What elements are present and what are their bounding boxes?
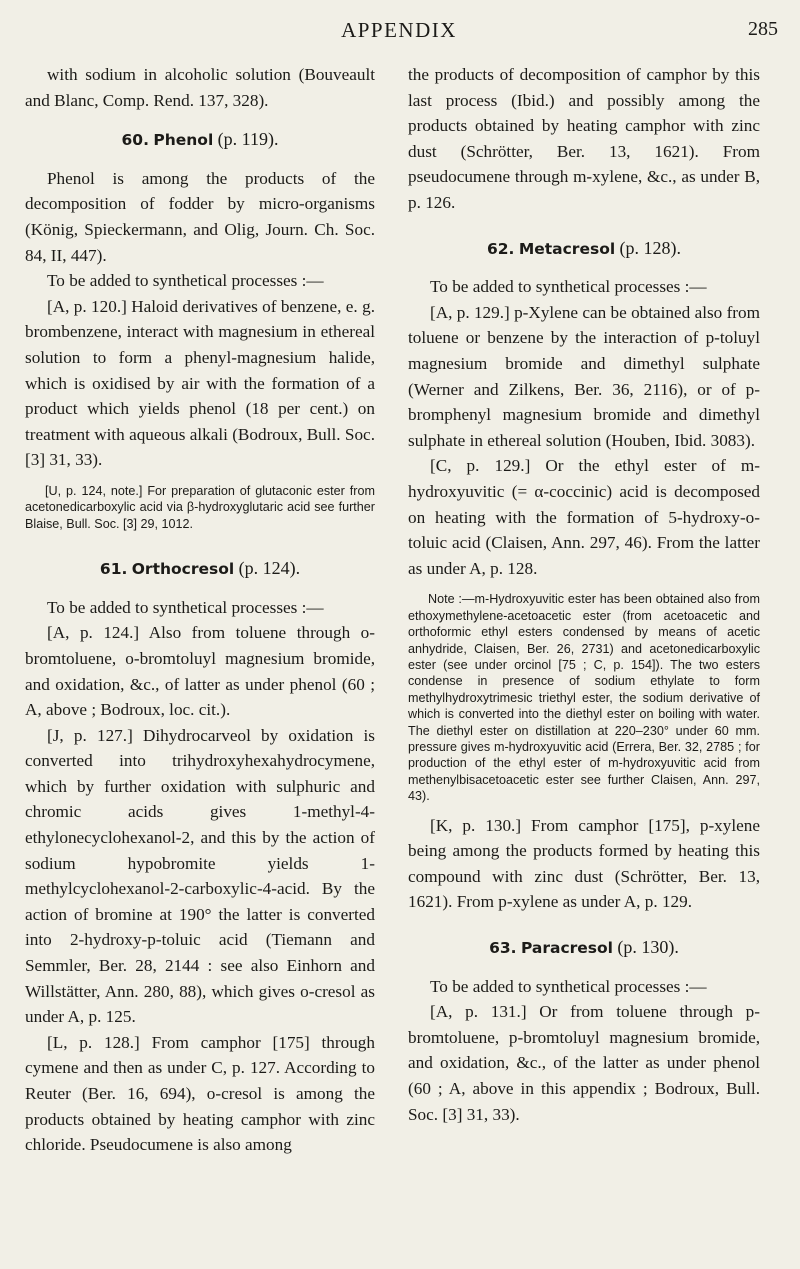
paragraph: Phenol is among the products of the decomposition of fodder by micro-organisms (König, Spieckermann, and Olig, Journ. Ch. Soc. 84, II, 447). [25,168,375,265]
paragraph: To be added to synthetical processes :— [47,271,324,291]
paragraph: [J, p. 127.] Dihydrocarveol by oxidation is converted into trihydroxyhexahydrocymene, which by further oxidation with sulphuric and chromic acids gives 1-methyl-4-ethylonecyclohexanol-2, and this by the action of sodium hypobromite yields 1-methylcyclohexanol-2-carboxylic-4-acid. By the action of bromine at 190° the latter is converted into 2-hydroxy-p-toluic acid (Tiemann and Semmler, Ber. 28, 2144 : see also Einhorn and Willstätter, Ann. 280, 88), which gives o-cresol as under A, p. 125. [25,725,375,1027]
section-title: Orthocresol [131,560,235,579]
left-column [25,62,375,1158]
paragraph: [A, p. 131.] Or from toluene through p-bromtoluene, p-bromtoluyl magnesium bromide, and oxidation, &c., of the latter as under phenol (60 ; A, above in this appendix ; Bodroux, Bull. Soc. [3] 31, 33). [408,1002,760,1124]
section-page-ref: (p. 130). [617,936,679,957]
paragraph: [A, p. 120.] Haloid derivatives of benzene, e. g. brombenzene, interact with magnesium in ethereal solution to form a phenyl-magnesium halide, which is oxidised by air with the formation of a product which yields phenol (18 per cent.) on treatment with aqueous alkali (Bodroux, Bull. Soc. [3] 31, 33). [25,296,375,470]
section-page-ref: (p. 128). [619,237,682,258]
section-title: Paracresol [520,938,613,957]
page-header [20,16,778,48]
paragraph: To be added to synthetical processes :— [430,976,707,996]
paragraph: [C, p. 129.] Or the ethyl ester of m-hydroxyuvitic (= α-coccinic) acid is decomposed on heating with the formation of 5-hydroxy-o-toluic acid (Claisen, Ann. 297, 46). From the latter as under A, p. 128. [408,456,760,578]
paragraph: [K, p. 130.] From camphor [175], p-xylene being among the products formed by heating this compound with zinc dust (Schrötter, Ber. 13, 1621). From p-xylene as under A, p. 129. [408,815,760,912]
section-number: 60. [121,131,149,150]
section-number: 61. [99,560,128,579]
paragraph: [A, p. 129.] p-Xylene can be obtained also from toluene or benzene by the interaction of p-toluyl magnesium bromide and dimethyl sulphate (Werner and Zilkens, Ber. 36, 2116), or of p-bromphenyl magnesium bromide and dimethyl sulphate in ethereal solution (Houben, Ibid. 3083). [408,302,760,450]
page-number: 285 [748,18,778,40]
running-head: APPENDIX [341,18,457,42]
paragraph: To be added to synthetical processes :— [47,597,324,617]
section-title: Metacresol [518,239,616,258]
section-heading-61 [25,556,375,583]
footnote: [U, p. 124, note.] For preparation of glutaconic ester from acetonedicarboxylic acid via β-hydroxyglutaric acid see further Blaise, Bull. Soc. [3] 29, 1012. [25,483,375,531]
paragraph: the products of decomposition of camphor by this last process (Ibid.) and possibly among the products obtained by heating camphor with zinc dust (Schrötter, Ber. 13, 1621). From pseudocumene through m-xylene, &c., as under B, p. 126. [408,65,760,212]
section-number: 63. [489,938,517,957]
paragraph: with sodium in alcoholic solution (Bouveault and Blanc, Comp. Rend. 137, 328). [25,65,375,110]
paragraph: [L, p. 128.] From camphor [175] through cymene and then as under C, p. 127. According to Reuter (Ber. 16, 694), o-cresol is among the products obtained by heating camphor with zinc chloride. Pseudocumene is also among [25,1032,375,1155]
section-title: Phenol [153,131,214,150]
section-heading-60 [25,127,375,154]
section-heading-63 [408,935,760,962]
right-column [408,62,760,1127]
section-page-ref: (p. 119). [217,129,279,150]
paragraph: [A, p. 124.] Also from toluene through o-bromtoluene, o-bromtoluyl magnesium bromide, and oxidation, &c., of latter as under phenol (60 ; A, above ; Bodroux, loc. cit.). [25,623,375,720]
footnote: Note :—m-Hydroxyuvitic ester has been obtained also from ethoxymethylene-acetoacetic ester (from acetoacetic and orthoformic ethyl esters condensed by means of acetic anhydride, Claisen, Ber. 26, 2731) and acetonedicarboxylic ester (see under orcinol [75 ; C, p. 154]). The two esters condense in presence of sodium ethylate to form methylhydroxytrimesic triethyl ester, the sodium derivative of which is converted into the diethyl ester on boiling with water. The diethyl ester on distillation at 220–230° under 60 mm. pressure gives m-hydroxyuvitic acid (Errera, Ber. 32, 2785 ; for production of the ethyl ester of m-hydroxyuvitic acid from methenylbisacetoacetic ester see further Claisen, Ann. 297, 43). [408,592,760,804]
paragraph: To be added to synthetical processes :— [430,277,707,297]
section-heading-62 [408,236,760,263]
section-page-ref: (p. 124). [238,558,301,579]
section-number: 62. [486,239,515,258]
